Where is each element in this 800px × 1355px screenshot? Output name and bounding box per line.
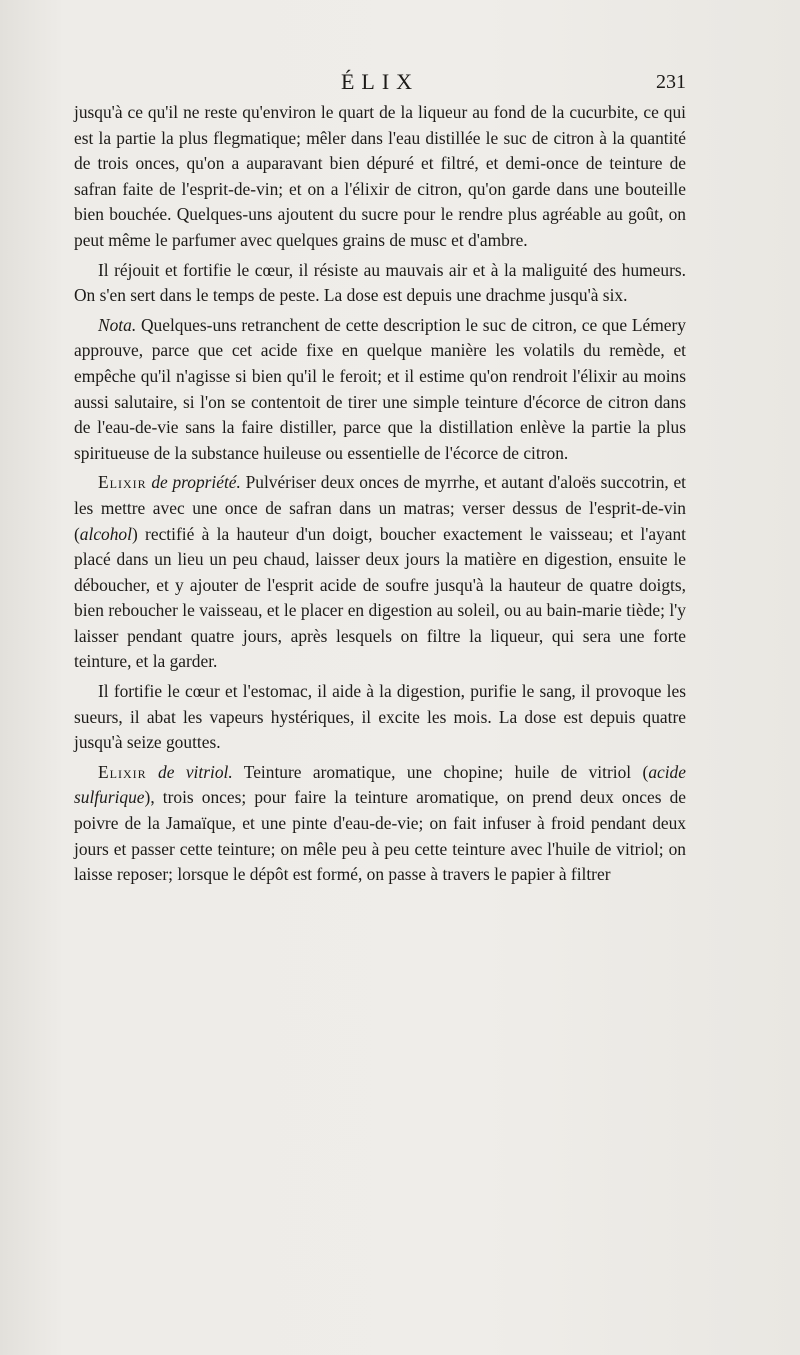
entry-subterm: de vitriol. xyxy=(158,761,233,782)
entry-subterm: de propriété. xyxy=(151,472,241,493)
body-text xyxy=(74,100,686,888)
entry-text-part-1: Teinture aromatique, une chopine; huile de vitriol ( xyxy=(232,761,649,782)
entry-term: Elixir xyxy=(98,761,147,782)
paragraph-5: Il fortifie le cœur et l'estomac, il aide à la digestion, purifie le sang, il provoque les sueurs, il abat les vapeurs hystériques, il excite les mois. La dose est depuis quatre jusqu'à seize gouttes. xyxy=(74,681,686,753)
entry-text-part-1: Pulvériser deux onces de myrrhe, et autant d'aloës succotrin, et les mettre avec une once de safran dans un matras; verser dessus de l'esprit-de-vin ( xyxy=(74,472,686,544)
entry-italic-gloss: alcohol xyxy=(79,523,132,544)
entry-italic-gloss: acide sulfurique xyxy=(74,761,686,808)
entry-term: Elixir xyxy=(98,472,147,493)
running-head: ÉLIX xyxy=(340,69,420,94)
paragraph-nota xyxy=(74,313,686,467)
page-header xyxy=(74,68,686,96)
paragraph-elixir-vitriol xyxy=(74,760,686,888)
entry-text-part-2: ) rectifié à la hauteur d'un doigt, boucher exactement le vaisseau; et l'ayant placé dans un lieu un peu chaud, laisser deux jours la matière en digestion, ensuite le déboucher, et y ajouter de l'esprit acide de soufre jusqu'à la hauteur de quatre doigts, bien reboucher le vaisseau, et le placer en digestion au soleil, ou au bain-marie tiède; l'y laisser pendant quatre jours, après lesquels on filtre la liqueur, qui sera une forte teinture, et la garder. xyxy=(74,523,686,672)
paragraph-2: Il réjouit et fortifie le cœur, il résiste au mauvais air et à la maliguité des humeurs. On s'en sert dans le temps de peste. La dose est depuis une drachme jusqu'à six. xyxy=(74,259,686,306)
nota-lead: Nota. xyxy=(98,314,137,335)
page-number: 231 xyxy=(656,71,686,93)
paragraph-1: jusqu'à ce qu'il ne reste qu'environ le quart de la liqueur au fond de la cucurbite, ce qui est la partie la plus flegmatique; mêler dans l'eau distillée le suc de citron à la quantité de trois onces, qu'on a auparavant bien dépuré et filtré, et demi-once de teinture de safran faite de l'esprit-de-vin; et on a l'élixir de citron, qu'on garde dans une bouteille bien bouchée. Quelques-uns ajoutent du sucre pour le rendre plus agréable au goût, on peut même le parfumer avec quelques grains de musc et d'ambre. xyxy=(74,102,686,250)
paragraph-elixir-propriete xyxy=(74,470,686,675)
nota-text: Quelques-uns retranchent de cette description le suc de citron, ce que Lémery approuve, parce que cet acide fixe en quelque manière les volatils du remède, et empêche qu'il n'agisse si bien qu'il le feroit; et il estime qu'on rendroit l'élixir au moins aussi salutaire, si l'on se contentoit de tirer une simple teinture d'écorce de citron dans de l'eau-de-vie sans la faire distiller, parce que la distillation enlève la partie la plus spiritueuse de la substance huileuse ou essentielle de l'écorce de citron. xyxy=(74,314,686,463)
entry-text-part-2: ), trois onces; pour faire la teinture aromatique, on prend deux onces de poivre de la Jamaïque, et une pinte d'eau-de-vie; on fait infuser à froid pendant deux jours et passer cette teinture; on mêle peu à peu cette teinture avec l'huile de vitriol; on laisse reposer; lorsque le dépôt est formé, on passe à travers le papier à filtrer xyxy=(74,787,686,885)
